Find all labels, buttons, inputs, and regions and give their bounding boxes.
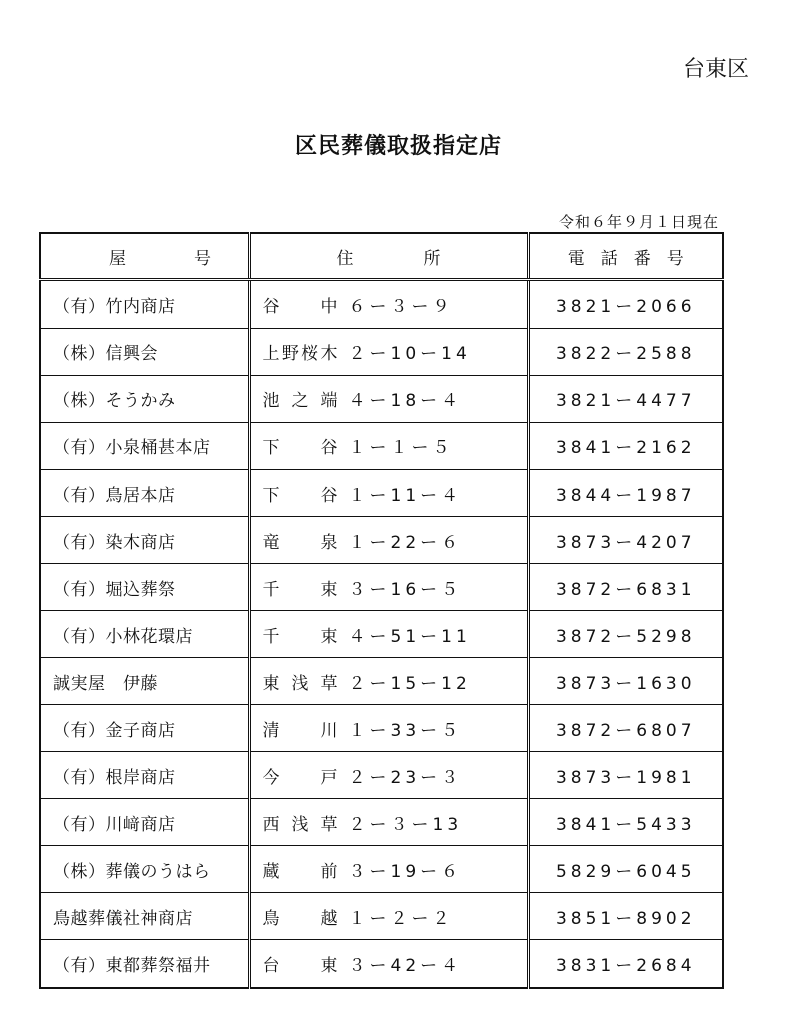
shop-name: （有）鳥居本店: [40, 470, 249, 517]
address-number: １ー22ー６: [348, 532, 463, 553]
shop-phone: 3873ー1630: [528, 658, 723, 705]
shop-phone: 3841ー2162: [528, 422, 723, 469]
address-number: ６ー３ー９: [348, 296, 454, 317]
shop-phone: 3841ー5433: [528, 799, 723, 846]
shop-address: [249, 280, 528, 329]
address-number: ３ー42ー４: [348, 956, 463, 977]
shop-address: [249, 940, 528, 988]
address-town: 下谷: [262, 485, 339, 506]
shop-phone: 3873ー4207: [528, 517, 723, 564]
shop-name: （株）そうかみ: [40, 375, 249, 422]
shop-phone: 3821ー4477: [528, 375, 723, 422]
page-title: 区民葬儀取扱指定店: [294, 134, 502, 159]
shop-name: 鳥越葬儀社神商店: [40, 893, 249, 940]
table-row: [40, 564, 723, 611]
address-number: １ー11ー４: [348, 485, 463, 506]
shop-address: [249, 611, 528, 658]
address-town: 台東: [262, 956, 339, 977]
shop-name: （有）染木商店: [40, 517, 249, 564]
shop-address: [249, 658, 528, 705]
address-number: ２ー３ー13: [348, 814, 463, 835]
as-of-date: 令和６年９月１日現在: [558, 213, 719, 231]
shop-address: [249, 517, 528, 564]
address-town: 東浅草: [262, 673, 339, 694]
address-number: １ー１ー５: [348, 438, 454, 459]
shop-name: （有）東都葬祭福井: [40, 940, 249, 988]
shop-phone: 3873ー1981: [528, 752, 723, 799]
shop-address: [249, 422, 528, 469]
address-town: 鳥越: [262, 908, 339, 929]
shop-phone: 3821ー2066: [528, 280, 723, 329]
shop-address: [249, 752, 528, 799]
table-row: [40, 375, 723, 422]
shop-phone: 5829ー6045: [528, 846, 723, 893]
column-header-address: 住所: [249, 233, 528, 280]
address-number: ２ー23ー３: [348, 767, 463, 788]
address-town: 竜泉: [262, 532, 339, 553]
shop-address: [249, 375, 528, 422]
table-row: [40, 940, 723, 988]
shop-name: 誠実屋 伊藤: [40, 658, 249, 705]
table-row: [40, 893, 723, 940]
address-town: 上野桜木: [262, 344, 339, 365]
table-row: [40, 517, 723, 564]
address-number: １ー33ー５: [348, 720, 463, 741]
address-town: 千束: [262, 626, 339, 647]
shop-phone: 3872ー6807: [528, 705, 723, 752]
table-row: [40, 422, 723, 469]
address-number: ４ー51ー11: [348, 626, 471, 647]
shop-name: （有）川﨑商店: [40, 799, 249, 846]
shop-address: [249, 470, 528, 517]
ward-label: 台東区: [682, 57, 749, 82]
address-town: 千束: [262, 579, 339, 600]
address-town: 池之端: [262, 391, 339, 412]
table-row: [40, 470, 723, 517]
shop-name: （有）小林花環店: [40, 611, 249, 658]
table-row: [40, 611, 723, 658]
shop-address: [249, 328, 528, 375]
address-town: 清川: [262, 720, 339, 741]
shop-phone: 3851ー8902: [528, 893, 723, 940]
shop-address: [249, 705, 528, 752]
address-number: ４ー18ー４: [348, 391, 463, 412]
column-header-name: 屋号: [40, 233, 249, 280]
table-row: [40, 328, 723, 375]
table-row: [40, 705, 723, 752]
shop-phone: 3844ー1987: [528, 470, 723, 517]
shop-name: （有）金子商店: [40, 705, 249, 752]
table-row: [40, 799, 723, 846]
shop-address: [249, 846, 528, 893]
shop-address: [249, 893, 528, 940]
address-town: 蔵前: [262, 861, 339, 882]
shop-address: [249, 799, 528, 846]
shop-phone: 3872ー5298: [528, 611, 723, 658]
shop-name: （株）葬儀のうはら: [40, 846, 249, 893]
column-header-phone: 電話番号: [528, 233, 723, 280]
shop-name: （株）信興会: [40, 328, 249, 375]
table-row: [40, 846, 723, 893]
designated-shops-table: [39, 232, 724, 989]
shop-name: （有）小泉桶甚本店: [40, 422, 249, 469]
address-town: 谷中: [262, 296, 339, 317]
shop-name: （有）堀込葬祭: [40, 564, 249, 611]
address-town: 今戸: [262, 767, 339, 788]
address-number: ３ー19ー６: [348, 861, 463, 882]
table-row: [40, 752, 723, 799]
table-header-row: [40, 233, 723, 280]
shop-address: [249, 564, 528, 611]
shop-phone: 3872ー6831: [528, 564, 723, 611]
shop-name: （有）竹内商店: [40, 280, 249, 329]
shop-phone: 3822ー2588: [528, 328, 723, 375]
shop-name: （有）根岸商店: [40, 752, 249, 799]
table-row: [40, 658, 723, 705]
address-number: ３ー16ー５: [348, 579, 463, 600]
address-number: １ー２ー２: [348, 908, 454, 929]
address-number: ２ー10ー14: [348, 344, 471, 365]
address-town: 西浅草: [262, 814, 339, 835]
shop-phone: 3831ー2684: [528, 940, 723, 988]
address-number: ２ー15ー12: [348, 673, 471, 694]
table-row: [40, 280, 723, 329]
address-town: 下谷: [262, 438, 339, 459]
